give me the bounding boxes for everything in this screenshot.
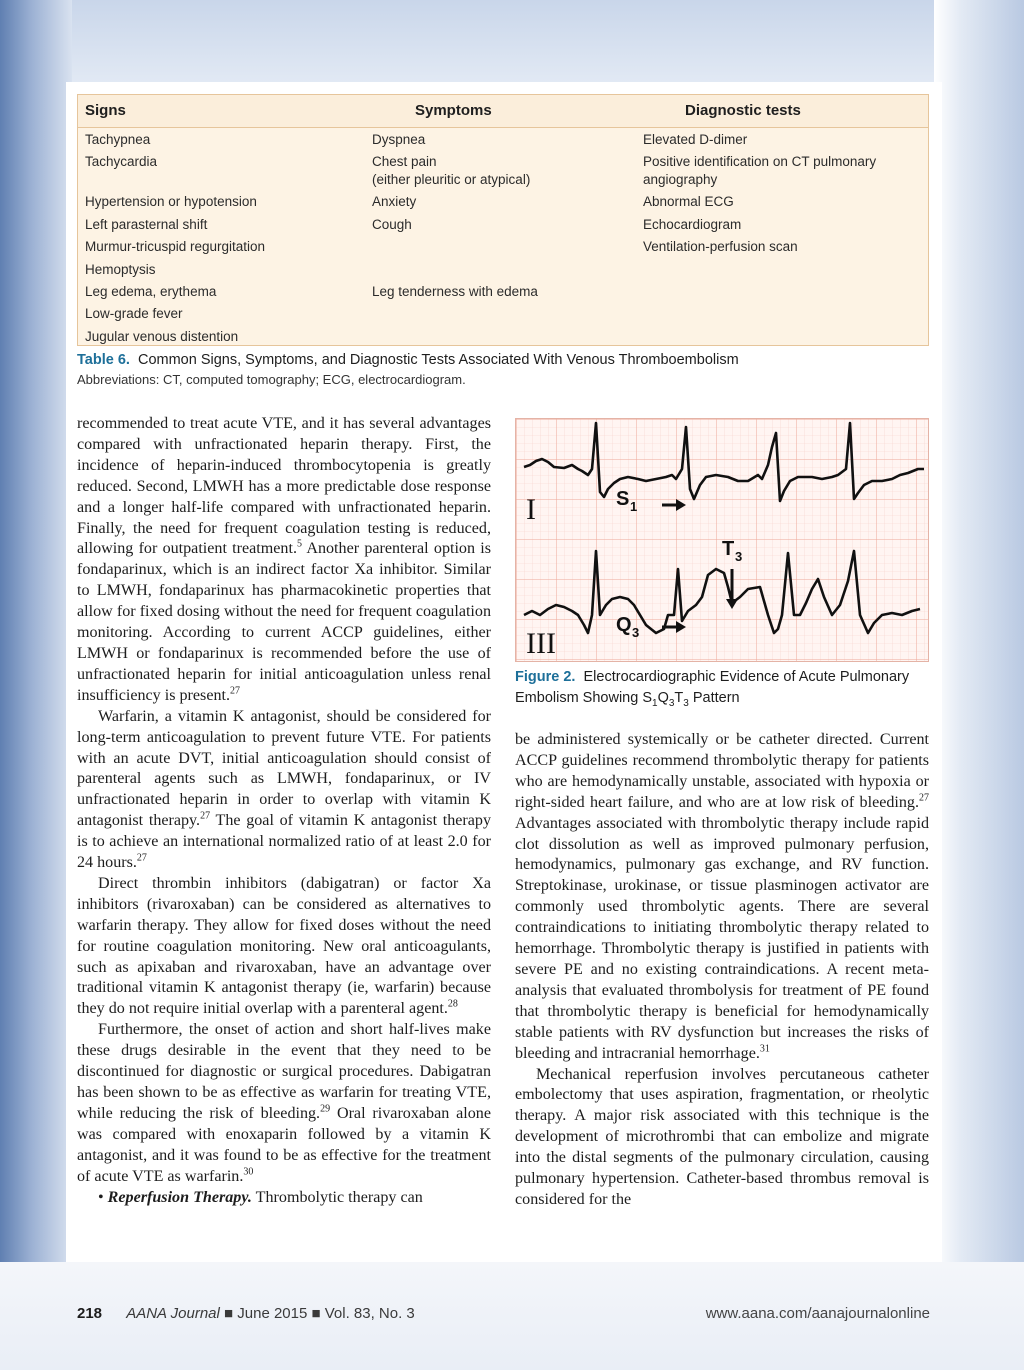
text: recommended to treat acute VTE, and it has several advantages compared with unfractionated heparin therapy. First, the incidence of heparin-induced thrombocytopenia is greatly reduced. Second, LMWH has a more predictable dose response and a longer half-life compared with unfractionated heparin. Finally, the need for frequent coagulation testing is reduced, allowing for outpatient treatment.	[77, 415, 491, 558]
caption-end: Pattern	[688, 690, 740, 706]
paragraph	[77, 414, 491, 707]
cell: (either pleuritic or atypical)	[372, 172, 531, 187]
reference: 27	[200, 810, 211, 822]
cell: Dyspnea	[372, 132, 426, 147]
paragraph	[77, 707, 491, 874]
cell: Tachycardia	[85, 154, 158, 169]
figure-caption	[515, 667, 929, 714]
cell: Jugular venous distention	[85, 329, 239, 344]
text: Warfarin, a vitamin K antagonist, should be considered for long-term anticoagulation to prevent future VTE. For patients with an acute DVT, initial anticoagulation should consist of parenteral agents such as LMWH, fondaparinux, or IV unfractionated heparin in order to overlap with vitamin K antagonist therapy.	[77, 707, 491, 830]
cell: Chest pain	[372, 154, 437, 169]
q-subscript: 3	[632, 625, 640, 640]
reference: 28	[447, 999, 458, 1011]
paragraph: Mechanical reperfusion involves percutaneous catheter embolectomy that uses aspiration, fragmentation, or rheolytic therapy. A major risk associated with this technique is the development of microthrombi that can embolize and migrate into the distal segments of the pulmonary circulation, causing pulmonary hypertension. Catheter-based thrombus removal is considered for the	[515, 1065, 929, 1208]
reference: 31	[759, 1043, 770, 1055]
background-left-decoration	[0, 0, 72, 1270]
figure-caption-text: Electrocardiographic Evidence of Acute Pulmonary Embolism Showing	[515, 669, 910, 706]
caption-sub: 3	[668, 697, 675, 709]
cell: Elevated D-dimer	[643, 132, 748, 147]
reference: 29	[320, 1103, 331, 1115]
s-label: S	[616, 488, 630, 510]
right-column	[515, 730, 929, 1211]
lead-iii-label: III	[526, 627, 556, 660]
cell: Echocardiogram	[643, 217, 742, 232]
s-subscript: 1	[630, 499, 638, 514]
caption-q: Q	[657, 690, 669, 706]
paragraph	[77, 874, 491, 1020]
cell: Positive identification on CT pulmonary	[643, 154, 877, 169]
journal-issue: ■ June 2015 ■ Vol. 83, No. 3	[219, 1305, 415, 1322]
header-signs: Signs	[85, 102, 126, 119]
cell: angiography	[643, 172, 718, 187]
reference: 27	[230, 685, 241, 697]
left-column	[77, 414, 491, 1208]
footer-left	[77, 1305, 415, 1322]
table-caption	[77, 352, 937, 368]
cell: Abnormal ECG	[643, 194, 734, 209]
header-symptoms: Symptoms	[415, 102, 492, 119]
paragraph	[77, 1188, 491, 1209]
reference: 30	[243, 1166, 254, 1178]
text: Another parenteral option is fondaparinux, which is an indirect factor Xa inhibitor. Similar to LMWH, fondaparinux has pharmacokinetic properties that allow for fixed dosing without the need for frequent coagulation monitoring. According to current ACCP guidelines, either LMWH or fondaparinux is recommended before the use of unfractionated heparin for initial anticoagulation unless renal insufficiency is present.	[77, 540, 492, 704]
ecg-svg	[516, 419, 928, 661]
cell: Low-grade fever	[85, 306, 183, 321]
lead-i-label: I	[526, 493, 536, 526]
cell: Ventilation-perfusion scan	[643, 239, 798, 254]
caption-t: T	[674, 690, 684, 706]
text: Furthermore, the onset of action and short half-lives make these drugs desirable in the event that they need to be discontinued for diagnostic or surgical procedures. Dabigatran has been shown to be as effective as warfarin for treating VTE, while reducing the risk of bleeding.	[77, 1021, 491, 1122]
ecg-figure	[515, 418, 929, 662]
bullet: •	[98, 1188, 108, 1206]
journal-name: AANA Journal	[126, 1305, 220, 1322]
caption-sub: 1	[652, 697, 658, 709]
background-right-decoration	[934, 0, 1024, 1270]
cell: Anxiety	[372, 194, 417, 209]
q-label: Q	[616, 614, 632, 636]
cell: Leg tenderness with edema	[372, 284, 538, 299]
table-caption-label: Table 6.	[77, 352, 130, 368]
text: The goal of vitamin K antagonist therapy is to achieve an international normalized ratio of at least 2.0 for 24 hours.	[77, 812, 491, 872]
cell: Hemoptysis	[85, 262, 156, 277]
t-subscript: 3	[735, 549, 743, 564]
reference: 5	[296, 539, 302, 551]
table-abbreviations: Abbreviations: CT, computed tomography; ECG, electrocardiogram.	[77, 372, 466, 387]
paragraph	[77, 1020, 491, 1187]
cell: Hypertension or hypotension	[85, 194, 257, 209]
figure-caption-label: Figure 2.	[515, 669, 576, 685]
cell: Cough	[372, 217, 412, 232]
reference: 27	[919, 792, 929, 804]
text: Thrombolytic therapy can	[251, 1188, 423, 1206]
caption-s: S	[642, 690, 652, 706]
text: Oral rivaroxaban alone was compared with enoxaparin followed by a vitamin K antagonist, and it was found to be as effective for the treatment of acute VTE as warfarin.	[77, 1104, 491, 1185]
vte-table	[77, 94, 929, 346]
cell: Left parasternal shift	[85, 217, 208, 232]
reference: 27	[136, 852, 147, 864]
t-label: T	[722, 538, 735, 560]
header-diagnostic-tests: Diagnostic tests	[685, 102, 801, 119]
text: be administered systemically or be catheter directed. Current ACCP guidelines recommend thrombolytic therapy for patients who are hemodynamically unstable, associated with hypoxia or right-sided heart failure, and who are at low risk of bleeding.	[515, 731, 929, 811]
page-number: 218	[77, 1305, 103, 1322]
cell: Tachypnea	[85, 132, 151, 147]
journal-website[interactable]: www.aana.com/aanajournalonline	[705, 1305, 930, 1322]
text: Direct thrombin inhibitors (dabigatran) or factor Xa inhibitors (rivaroxaban) can be considered as alternatives to warfarin therapy. They allow for fixed doses without the need for routine coagulation monitoring. New oral anticoagulants, such as apixaban and rivaroxaban, have an advantage over traditional vitamin K antagonist therapy (ie, warfarin) because they do not require initial overlap with a parenteral agent.	[77, 874, 491, 1018]
subheading: Reperfusion Therapy.	[107, 1188, 252, 1206]
cell: Murmur-tricuspid regurgitation	[85, 239, 266, 254]
text: Advantages associated with thrombolytic therapy include rapid clot dissolution as well as improved pulmonary perfusion, hemodynamics, pulmonary gas exchange, and RV function. Streptokinase, urokinase, or tissue plasminogen activator are commonly used thrombolytic agents. There are several contraindications to initiating thrombolytic therapy related to hemorrhage. Thrombolytic therapy is justified in patients with severe PE and no existing contraindications. A recent meta-analysis that evaluated thrombolysis for treatment of PE found that thrombolytic therapy is beneficial for hemodynamically stable patients with RV dysfunction but increases the risks of bleeding and intracranial hemorrhage.	[515, 814, 929, 1062]
caption-sub: 3	[683, 697, 689, 709]
paragraph	[515, 730, 929, 1065]
cell: Leg edema, erythema	[85, 284, 217, 299]
table-caption-text: Common Signs, Symptoms, and Diagnostic Tests Associated With Venous Thromboembolism	[137, 352, 739, 368]
table-header	[78, 95, 928, 128]
